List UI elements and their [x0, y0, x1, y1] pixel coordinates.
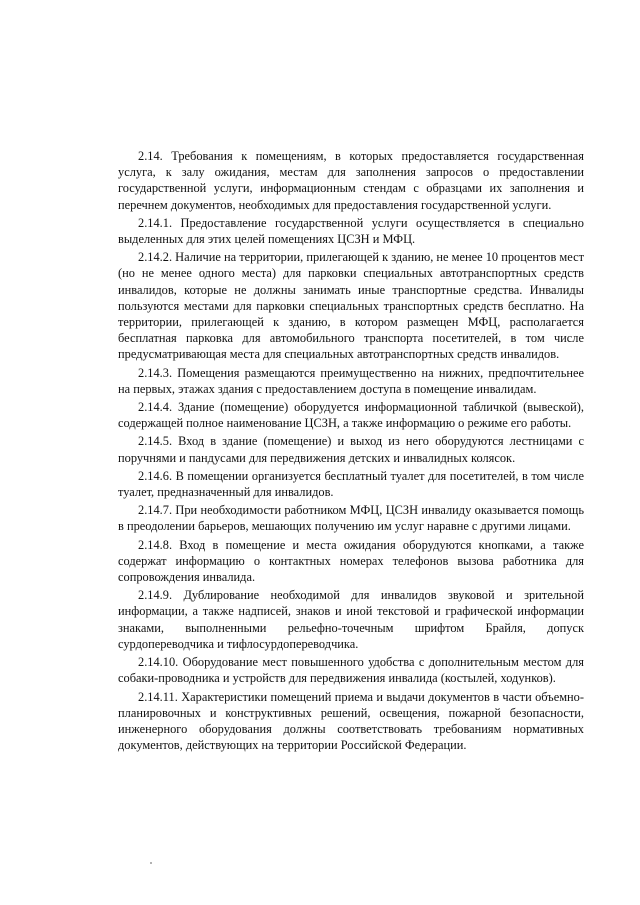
paragraph-2-14-10: 2.14.10. Оборудование мест повышенного удобства с дополнительным местом для собаки-проводника и устройств для передвижения инвалида (костылей, ходунков).	[118, 655, 584, 686]
paragraph-2-14-8: 2.14.8. Вход в помещение и места ожидания оборудуются кнопками, а также содержат информацию о контактных номерах телефонов вызова работника для сопровождения инвалида.	[118, 537, 584, 585]
paragraph-2-14-5: 2.14.5. Вход в здание (помещение) и выход из него оборудуются лестницами с поручнями и пандусами для передвижения детских и инвалидных колясок.	[118, 434, 584, 465]
paragraph-2-14-2: 2.14.2. Наличие на территории, прилегающей к зданию, не менее 10 процентов мест (но не менее одного места) для парковки специальных автотранспортных средств инвалидов, которые не должны занимать иные транспортные средства. Инвалиды пользуются местами для парковки специальных транспортных средств бесплатно. На территории, прилегающей к зданию, в котором размещен МФЦ, располагается бесплатная парковка для автомобильного транспорта посетителей, в том числе предусматривающая места для специальных автотранспортных средств инвалидов.	[118, 250, 584, 362]
paragraph-2-14-11: 2.14.11. Характеристики помещений приема и выдачи документов в части объемно-планировочных и конструктивных решений, освещения, пожарной безопасности, инженерного оборудования должны соответствовать требованиям нормативных документов, действующих на территории Российской Федерации.	[118, 689, 584, 753]
paragraph-2-14-6: 2.14.6. В помещении организуется бесплатный туалет для посетителей, в том числе туалет, предназначенный для инвалидов.	[118, 468, 584, 500]
paragraph-2-14-7: 2.14.7. При необходимости работником МФЦ, ЦСЗН инвалиду оказывается помощь в преодолении барьеров, мешающих получению им услуг наравне с другими лицами.	[118, 503, 584, 534]
paragraph-2-14-9: 2.14.9. Дублирование необходимой для инвалидов звуковой и зрительной информации, а также надписей, знаков и иной текстовой и графической информации знаками, выполненными рельефно-точечным шрифтом Брайля, допуск сурдопереводчика и тифлосурдопереводчика.	[118, 588, 584, 651]
paragraph-2-14-3: 2.14.3. Помещения размещаются преимущественно на нижних, предпочтительнее на первых, этажах здания с предоставлением доступа в помещение инвалидам.	[118, 365, 584, 396]
paragraph-2-14-4: 2.14.4. Здание (помещение) оборудуется информационной табличкой (вывеской), содержащей полное наименование ЦСЗН, а также информацию о режиме его работы.	[118, 400, 584, 431]
paragraph-2-14-1: 2.14.1. Предоставление государственной услуги осуществляется в специально выделенных для этих целей помещениях ЦСЗН и МФЦ.	[118, 215, 584, 247]
paragraph-2-14: 2.14. Требования к помещениям, в которых предоставляется государственная услуга, к залу ожидания, местам для заполнения запросов о предоставлении государственной услуги, информационным стендам с образцами их заполнения и перечнем документов, необходимых для предоставления государственной услуги.	[118, 149, 584, 212]
scan-speck	[150, 862, 152, 864]
document-body	[118, 148, 584, 755]
